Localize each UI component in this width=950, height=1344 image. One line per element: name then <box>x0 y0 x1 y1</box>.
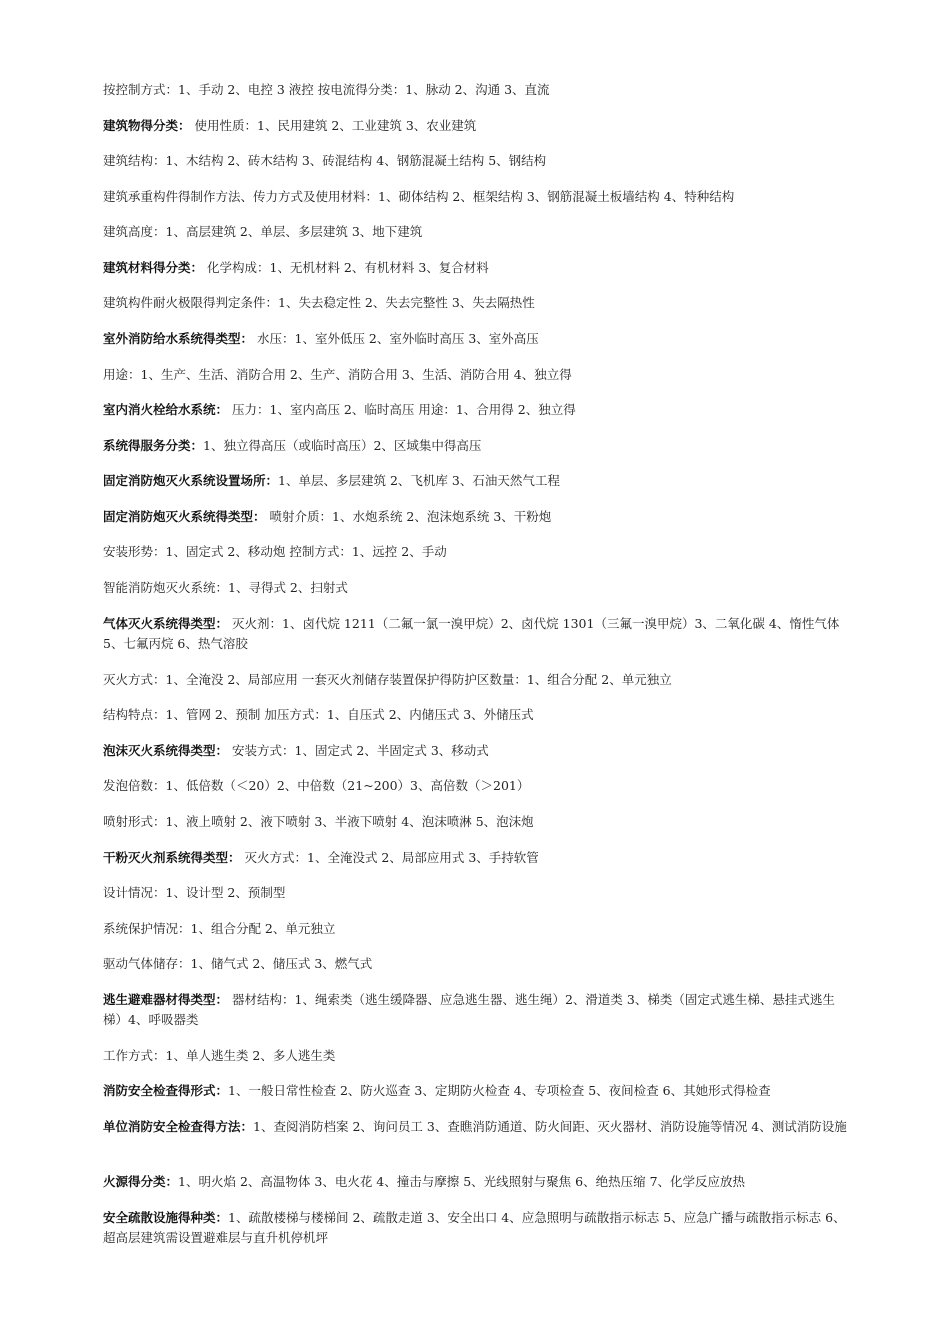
heading-evacuation-facilities: 安全疏散设施得种类： <box>103 1210 229 1225</box>
paragraph-4: 建筑承重构件得制作方法、传力方式及使用材料：1、砌体结构 2、框架结构 3、钢筋混凝土板墙结构 4、特种结构 <box>103 189 735 204</box>
heading-indoor-hydrant: 室内消火栓给水系统： <box>103 402 229 417</box>
paragraph-12: 固定消防炮灭火系统设置场所：1、单层、多层建筑 2、飞机库 3、石油天然气工程 <box>103 473 560 488</box>
paragraph-6: 建筑材料得分类： 化学构成：1、无机材料 2、有机材料 3、复合材料 <box>103 260 489 275</box>
paragraph-31: 安全疏散设施得种类：1、疏散楼梯与楼梯间 2、疏散走道 3、安全出口 4、应急照明与疏散指示标志 5、应急广播与疏散指示标志 6、超高层建筑需设置避难层与直升机停机坪 <box>103 1210 846 1245</box>
heading-building-classification: 建筑物得分类： <box>103 118 191 133</box>
heading-escape-equipment: 逃生避难器材得类型： <box>103 992 229 1007</box>
paragraph-9: 用途：1、生产、生活、消防合用 2、生产、消防合用 3、生活、消防合用 4、独立得 <box>103 367 572 382</box>
heading-ignition-sources: 火源得分类： <box>103 1174 179 1189</box>
paragraph-8: 室外消防给水系统得类型： 水压：1、室外低压 2、室外临时高压 3、室外高压 <box>103 331 539 346</box>
paragraph-11: 系统得服务分类：1、独立得高压（或临时高压）2、区域集中得高压 <box>103 438 482 453</box>
paragraph-18: 结构特点：1、管网 2、预制 加压方式：1、自压式 2、内储压式 3、外储压式 <box>103 707 534 722</box>
paragraph-2: 建筑物得分类： 使用性质：1、民用建筑 2、工业建筑 3、农业建筑 <box>103 118 477 133</box>
paragraph-20: 发泡倍数：1、低倍数（＜20）2、中倍数（21~200）3、高倍数（＞201） <box>103 778 530 793</box>
paragraph-21: 喷射形式：1、液上喷射 2、液下喷射 3、半液下喷射 4、泡沫喷淋 5、泡沫炮 <box>103 814 534 829</box>
paragraph-29: 单位消防安全检查得方法：1、查阅消防档案 2、询问员工 3、查瞧消防通道、防火间距、灭火器材、消防设施等情况 4、测试消防设施 <box>103 1119 847 1134</box>
paragraph-26: 逃生避难器材得类型： 器材结构：1、绳索类（逃生缓降器、应急逃生器、逃生绳）2、滑道类 3、梯类（固定式逃生梯、悬挂式逃生梯）4、呼吸器类 <box>103 992 835 1027</box>
paragraph-14: 安装形势：1、固定式 2、移动炮 控制方式：1、远控 2、手动 <box>103 544 447 559</box>
paragraph-23: 设计情况：1、设计型 2、预制型 <box>103 885 286 900</box>
paragraph-13: 固定消防炮灭火系统得类型： 喷射介质：1、水炮系统 2、泡沫炮系统 3、干粉炮 <box>103 509 552 524</box>
paragraph-19: 泡沫灭火系统得类型： 安装方式：1、固定式 2、半固定式 3、移动式 <box>103 743 489 758</box>
heading-outdoor-water-supply: 室外消防给水系统得类型： <box>103 331 254 346</box>
paragraph-3: 建筑结构：1、木结构 2、砖木结构 3、砖混结构 4、钢筋混凝土结构 5、钢结构 <box>103 153 547 168</box>
paragraph-10: 室内消火栓给水系统： 压力：1、室内高压 2、临时高压 用途：1、合用得 2、独立得 <box>103 402 576 417</box>
heading-fixed-cannon-types: 固定消防炮灭火系统得类型： <box>103 509 266 524</box>
paragraph-22: 干粉灭火剂系统得类型： 灭火方式：1、全淹没式 2、局部应用式 3、手持软管 <box>103 850 539 865</box>
heading-gas-extinguishing: 气体灭火系统得类型： <box>103 616 229 631</box>
paragraph-24: 系统保护情况：1、组合分配 2、单元独立 <box>103 921 336 936</box>
paragraph-30: 火源得分类：1、明火焰 2、高温物体 3、电火花 4、撞击与摩擦 5、光线照射与聚焦 6、绝热压缩 7、化学反应放热 <box>103 1174 746 1189</box>
heading-system-service: 系统得服务分类： <box>103 438 204 453</box>
heading-safety-inspection-forms: 消防安全检查得形式： <box>103 1083 229 1098</box>
heading-fixed-cannon-sites: 固定消防炮灭火系统设置场所： <box>103 473 279 488</box>
paragraph-16: 气体灭火系统得类型： 灭火剂：1、卤代烷 1211（二氟一氯一溴甲烷）2、卤代烷 1301（三氟一溴甲烷）3、二氧化碳 4、惰性气体 5、七氟丙烷 6、热气溶胶 <box>103 616 840 651</box>
heading-dry-powder: 干粉灭火剂系统得类型： <box>103 850 241 865</box>
paragraph-5: 建筑高度：1、高层建筑 2、单层、多层建筑 3、地下建筑 <box>103 224 423 239</box>
paragraph-15: 智能消防炮灭火系统：1、寻得式 2、扫射式 <box>103 580 348 595</box>
heading-foam-extinguishing: 泡沫灭火系统得类型： <box>103 743 229 758</box>
paragraph-25: 驱动气体储存：1、储气式 2、储压式 3、燃气式 <box>103 956 373 971</box>
paragraph-1: 按控制方式：1、手动 2、电控 3 液控 按电流得分类：1、脉动 2、沟通 3、直流 <box>103 82 550 97</box>
paragraph-27: 工作方式：1、单人逃生类 2、多人逃生类 <box>103 1048 336 1063</box>
paragraph-28: 消防安全检查得形式：1、一般日常性检查 2、防火巡查 3、定期防火检查 4、专项检查 5、夜间检查 6、其她形式得检查 <box>103 1083 771 1098</box>
paragraph-7: 建筑构件耐火极限得判定条件：1、失去稳定性 2、失去完整性 3、失去隔热性 <box>103 295 535 310</box>
heading-inspection-methods: 单位消防安全检查得方法： <box>103 1119 254 1134</box>
heading-building-materials: 建筑材料得分类： <box>103 260 204 275</box>
paragraph-17: 灭火方式：1、全淹没 2、局部应用 一套灭火剂储存装置保护得防护区数量：1、组合分配 2、单元独立 <box>103 672 672 687</box>
